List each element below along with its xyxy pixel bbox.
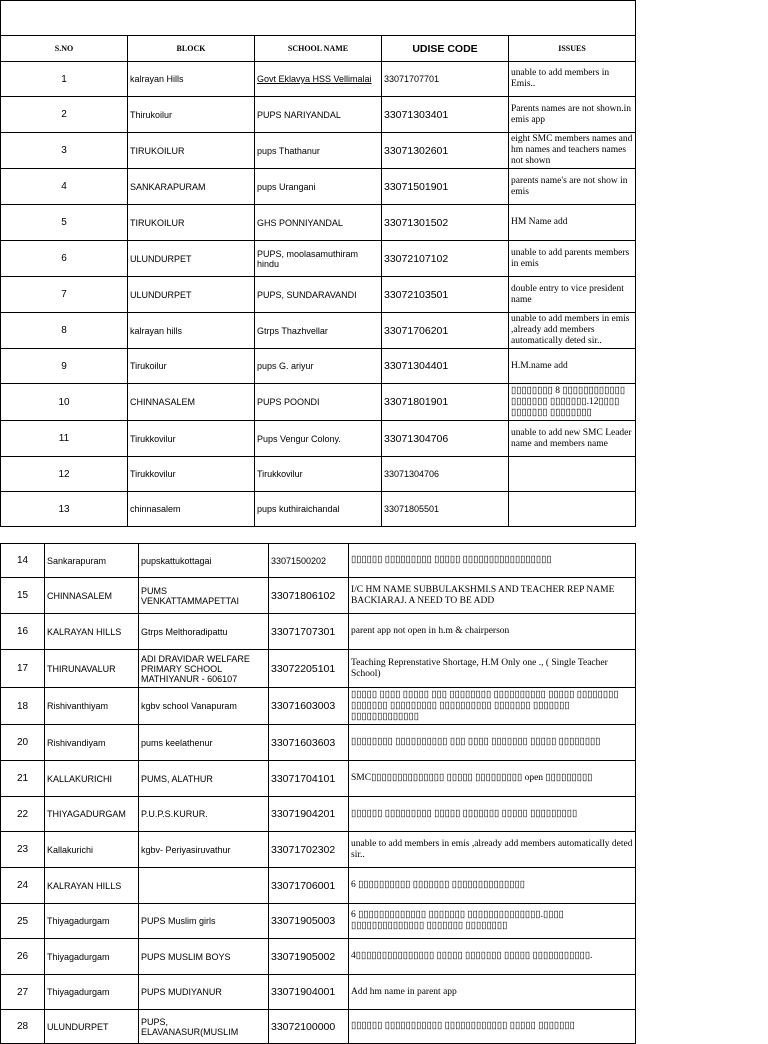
school-name-cell: pups G. ariyur [255,349,382,384]
udise-code-cell: 33071603603 [269,725,349,761]
sno-cell: 23 [1,832,45,868]
block-cell: CHINNASALEM [45,578,139,614]
sno-cell: 2 [1,97,128,133]
sno-cell: 22 [1,797,45,832]
table-row [1,761,636,797]
table-row [1,205,636,241]
sno-cell: 24 [1,868,45,904]
header-udise-code: UDISE CODE [382,36,509,62]
sno-cell: 9 [1,349,128,384]
block-cell: Kallakurichi [45,832,139,868]
issue-cell [509,457,636,492]
table-row [1,544,636,578]
school-name-cell: Tirukkovilur [255,457,382,492]
school-name-cell: pups kuthiraichandal [255,492,382,527]
table-row [1,241,636,277]
block-cell: Sankarapuram [45,544,139,578]
school-name-cell: Pups Vengur Colony. [255,421,382,457]
udise-code-cell: 33071707701 [382,62,509,97]
block-cell: kalrayan hills [128,313,255,349]
table-row [1,97,636,133]
sno-cell: 25 [1,904,45,939]
issue-cell: SMC▯▯▯▯▯▯▯▯▯▯▯▯▯▯ ▯▯▯▯▯ ▯▯▯▯▯▯▯▯▯ open ▯▯▯▯▯▯▯▯▯ [349,761,636,797]
udise-code-cell: 33071905003 [269,904,349,939]
issues-table-2 [0,543,636,1044]
school-name-cell: PUPS MUSLIM BOYS [139,939,269,975]
issue-cell: parents name's are not show in emis [509,169,636,205]
sno-cell: 15 [1,578,45,614]
school-name-cell [139,868,269,904]
table-row [1,169,636,205]
school-name-cell: PUMS, ALATHUR [139,761,269,797]
school-name-cell: PUPS Muslim girls [139,904,269,939]
school-name-cell: GHS PONNIYANDAL [255,205,382,241]
udise-code-cell: 33071707301 [269,614,349,650]
sno-cell: 26 [1,939,45,975]
header-sno: S.NO [1,36,128,62]
table-row [1,650,636,688]
udise-code-cell: 33072205101 [269,650,349,688]
udise-code-cell: 33071301502 [382,205,509,241]
table-row [1,492,636,527]
sno-cell: 21 [1,761,45,797]
issue-cell [509,492,636,527]
block-cell: chinnasalem [128,492,255,527]
school-name-cell: kgbv school Vanapuram [139,688,269,725]
table-row [1,421,636,457]
block-cell: kalrayan Hills [128,62,255,97]
block-cell: Rishivanthiyam [45,688,139,725]
udise-code-cell: 33071805501 [382,492,509,527]
udise-code-cell: 33071304401 [382,349,509,384]
issue-cell: ▯▯▯▯▯▯ ▯▯▯▯▯▯▯▯▯ ▯▯▯▯▯ ▯▯▯▯▯▯▯ ▯▯▯▯▯ ▯▯▯▯▯▯▯▯▯ [349,797,636,832]
sno-cell: 11 [1,421,128,457]
table-row [1,457,636,492]
table-row [1,868,636,904]
udise-code-cell: 33071704101 [269,761,349,797]
school-name-cell: PUPS POONDI [255,384,382,421]
block-cell: ULUNDURPET [128,241,255,277]
udise-code-cell: 33071904001 [269,975,349,1010]
header-row [1,36,636,62]
table-row [1,939,636,975]
table-row [1,1010,636,1044]
header-issues: ISSUES [509,36,636,62]
udise-code-cell: 33071303401 [382,97,509,133]
school-name-cell: PUPS MUDIYANUR [139,975,269,1010]
sno-cell: 7 [1,277,128,313]
block-cell: SANKARAPURAM [128,169,255,205]
issue-cell: unable to add members in Emis.. [509,62,636,97]
udise-code-cell: 33071702302 [269,832,349,868]
udise-code-cell: 33071501901 [382,169,509,205]
table-row [1,904,636,939]
udise-code-cell: 33071304706 [382,421,509,457]
block-cell: Rishivandiyam [45,725,139,761]
sno-cell: 20 [1,725,45,761]
block-cell: Thiyagadurgam [45,975,139,1010]
sno-cell: 16 [1,614,45,650]
block-cell: Thirukoilur [128,97,255,133]
issue-cell: unable to add members in emis ,already add members automatically deted sir.. [349,832,636,868]
issue-cell: eight SMC members names and hm names and teachers names not shown [509,133,636,169]
sno-cell: 4 [1,169,128,205]
issue-cell: double entry to vice president name [509,277,636,313]
issue-cell: ▯▯▯▯▯▯▯▯ ▯▯▯▯▯▯▯▯▯▯ ▯▯▯ ▯▯▯▯ ▯▯▯▯▯▯▯ ▯▯▯▯▯ ▯▯▯▯▯▯▯▯ [349,725,636,761]
header-block: BLOCK [128,36,255,62]
issue-cell: I/C HM NAME SUBBULAKSHMI.S AND TEACHER REP NAME BACKIARAJ. A NEED TO BE ADD [349,578,636,614]
table-row [1,578,636,614]
udise-code-cell: 33071905002 [269,939,349,975]
school-name-cell: kgbv- Periyasiruvathur [139,832,269,868]
issue-cell: ▯▯▯▯▯▯ ▯▯▯▯▯▯▯▯▯▯▯ ▯▯▯▯▯▯▯▯▯▯▯▯ ▯▯▯▯▯ ▯▯▯▯▯▯▯ [349,1010,636,1044]
issue-cell: Teaching Reprenstative Shortage, H.M Only one ., ( Single Teacher School) [349,650,636,688]
issue-cell: unable to add new SMC Leader name and members name [509,421,636,457]
block-cell: TIRUKOILUR [128,133,255,169]
sno-cell: 10 [1,384,128,421]
table-row [1,62,636,97]
block-cell: Tirukkovilur [128,421,255,457]
issue-cell: unable to add parents members in emis [509,241,636,277]
issue-cell: parent app not open in h.m & chairperson [349,614,636,650]
school-name-cell: Gtrps Melthoradipattu [139,614,269,650]
school-name-cell: P.U.P.S.KURUR. [139,797,269,832]
table-row [1,349,636,384]
block-cell: KALRAYAN HILLS [45,868,139,904]
sno-cell: 8 [1,313,128,349]
block-cell: ULUNDURPET [128,277,255,313]
school-name-cell: Govt Eklavya HSS Vellimalai [255,62,382,97]
school-name-cell: PUPS, SUNDARAVANDI [255,277,382,313]
block-cell: KALRAYAN HILLS [45,614,139,650]
issue-cell: 6 ▯▯▯▯▯▯▯▯▯▯▯▯▯ ▯▯▯▯▯▯▯ ▯▯▯▯▯▯▯▯▯▯▯▯▯▯.▯▯▯▯ ▯▯▯▯▯▯▯▯▯▯▯▯▯▯ ▯▯▯▯▯▯▯ ▯▯▯▯▯▯▯▯ [349,904,636,939]
udise-code-cell: 33071801901 [382,384,509,421]
udise-code-cell: 33071904201 [269,797,349,832]
issue-cell: ▯▯▯▯▯▯ ▯▯▯▯▯▯▯▯▯ ▯▯▯▯▯ ▯▯▯▯▯▯▯▯▯▯▯▯▯▯▯▯▯ [349,544,636,578]
sno-cell: 12 [1,457,128,492]
udise-code-cell: 33071603003 [269,688,349,725]
table-row [1,133,636,169]
issue-cell: 6 ▯▯▯▯▯▯▯▯▯▯ ▯▯▯▯▯▯▯ ▯▯▯▯▯▯▯▯▯▯▯▯▯▯ [349,868,636,904]
school-name-cell: Gtrps Thazhvellar [255,313,382,349]
title-cell [1,1,636,36]
issue-cell: H.M.name add [509,349,636,384]
table-row [1,313,636,349]
issue-cell: Parents names are not shown.in emis app [509,97,636,133]
udise-code-cell: 33071500202 [269,544,349,578]
school-name-cell: PUPS, moolasamuthiram hindu [255,241,382,277]
sno-cell: 18 [1,688,45,725]
udise-code-cell: 33071304706 [382,457,509,492]
sno-cell: 13 [1,492,128,527]
table-row [1,797,636,832]
table-row [1,688,636,725]
school-name-cell: PUPS, ELAVANASUR(MUSLIM [139,1010,269,1044]
table-row [1,725,636,761]
block-cell: ULUNDURPET [45,1010,139,1044]
block-cell: Thiyagadurgam [45,939,139,975]
sno-cell: 1 [1,62,128,97]
sno-cell: 14 [1,544,45,578]
block-cell: CHINNASALEM [128,384,255,421]
block-cell: THIYAGADURGAM [45,797,139,832]
block-cell: Tirukkovilur [128,457,255,492]
block-cell: Thiyagadurgam [45,904,139,939]
table-row [1,975,636,1010]
school-name-cell: PUPS NARIYANDAL [255,97,382,133]
issue-cell: Add hm name in parent app [349,975,636,1010]
table-row [1,384,636,421]
sno-cell: 27 [1,975,45,1010]
issues-table-1 [0,0,636,527]
sno-cell: 6 [1,241,128,277]
school-name-cell: pums keelathenur [139,725,269,761]
table-row [1,277,636,313]
sno-cell: 3 [1,133,128,169]
sno-cell: 17 [1,650,45,688]
udise-code-cell: 33071706201 [382,313,509,349]
school-name-cell: pups Thathanur [255,133,382,169]
school-name-cell: pups Urangani [255,169,382,205]
udise-code-cell: 33071806102 [269,578,349,614]
udise-code-cell: 33071302601 [382,133,509,169]
udise-code-cell: 33072103501 [382,277,509,313]
issue-cell: ▯▯▯▯▯▯▯▯ 8 ▯▯▯▯▯▯▯▯▯▯▯▯ ▯▯▯▯▯▯▯ ▯▯▯▯▯▯▯.12▯▯▯▯ ▯▯▯▯▯▯▯ ▯▯▯▯▯▯▯▯ [509,384,636,421]
table-row [1,614,636,650]
issue-cell: ▯▯▯▯▯ ▯▯▯▯ ▯▯▯▯▯ ▯▯▯ ▯▯▯▯▯▯▯▯ ▯▯▯▯▯▯▯▯▯▯ ▯▯▯▯▯ ▯▯▯▯▯▯▯▯ ▯▯▯▯▯▯▯ ▯▯▯▯▯▯▯▯▯ ▯▯▯▯▯▯▯▯▯▯ ▯▯▯▯▯▯▯ ▯▯▯▯▯▯▯ ▯▯▯▯▯▯▯▯▯▯▯▯▯ [349,688,636,725]
block-cell: TIRUKOILUR [128,205,255,241]
sno-cell: 28 [1,1010,45,1044]
table-row [1,832,636,868]
school-name-cell: PUMS VENKATTAMMAPETTAI [139,578,269,614]
sno-cell: 5 [1,205,128,241]
udise-code-cell: 33072107102 [382,241,509,277]
block-cell: THIRUNAVALUR [45,650,139,688]
title-row [1,1,636,36]
udise-code-cell: 33071706001 [269,868,349,904]
block-cell: Tirukoilur [128,349,255,384]
issue-cell: 4▯▯▯▯▯▯▯▯▯▯▯▯▯▯▯ ▯▯▯▯▯ ▯▯▯▯▯▯▯ ▯▯▯▯▯ ▯▯▯▯▯▯▯▯▯▯▯. [349,939,636,975]
issue-cell: HM Name add [509,205,636,241]
school-name-cell: ADI DRAVIDAR WELFARE PRIMARY SCHOOL MATHIYANUR - 606107 [139,650,269,688]
udise-code-cell: 33072100000 [269,1010,349,1044]
header-school-name: SCHOOL NAME [255,36,382,62]
issue-cell: unable to add members in emis ,already add members automatically deted sir.. [509,313,636,349]
block-cell: KALLAKURICHI [45,761,139,797]
school-name-cell: pupskattukottagai [139,544,269,578]
